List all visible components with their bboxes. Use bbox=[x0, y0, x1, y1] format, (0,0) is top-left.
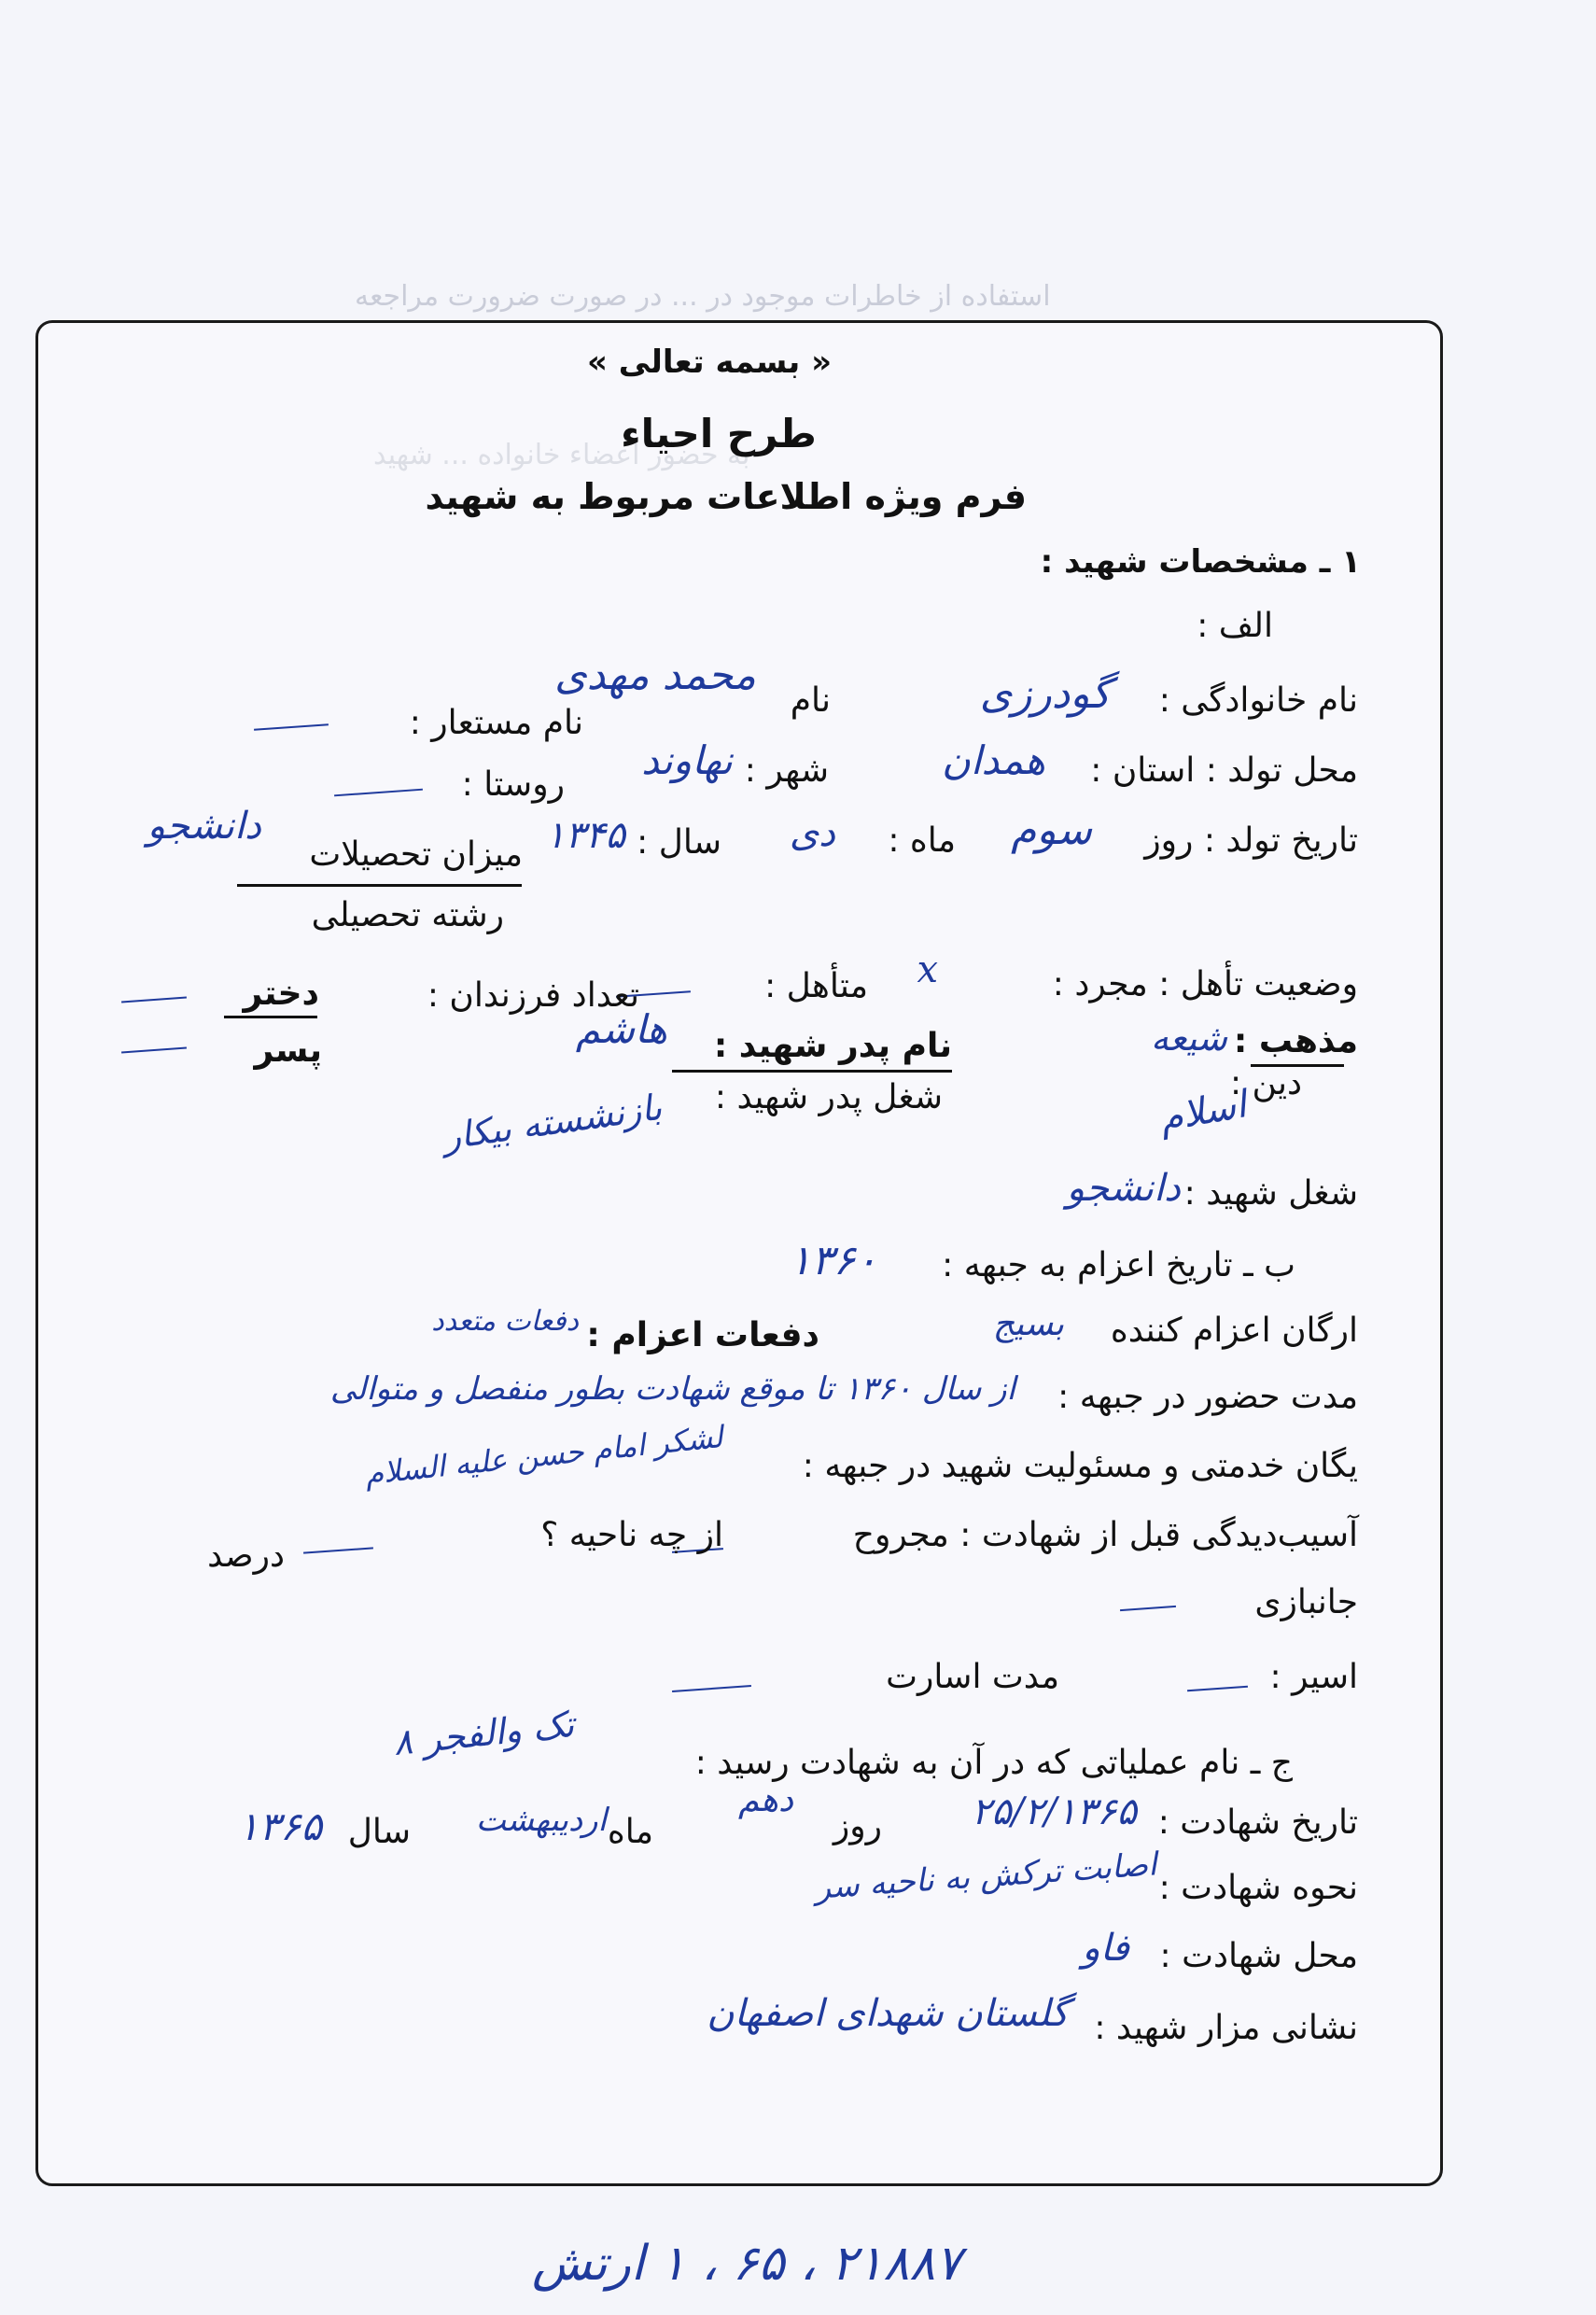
city-value: نهاوند bbox=[641, 737, 733, 783]
education-label: میزان تحصیلات bbox=[309, 835, 523, 874]
birth-day-value: سوم bbox=[1011, 807, 1092, 854]
martyrdom-manner-value: اصابت ترکش به ناحیه سر bbox=[814, 1845, 1158, 1907]
front-duration-label: مدت حضور در جبهه : bbox=[1057, 1378, 1358, 1416]
martyrdom-place-value: فاو bbox=[1082, 1927, 1129, 1970]
front-duration-value: از سال ۱۳۶۰ تا موقع شهادت بطور منفصل و متوالی bbox=[329, 1370, 1015, 1408]
unit-responsibility-value: لشکر امام حسن علیه السلام bbox=[362, 1418, 724, 1493]
education-underline bbox=[237, 884, 522, 887]
archive-code: ۲۱۸۸۷ ، ۶۵ ، ۱ ارتش bbox=[532, 2236, 961, 2292]
married-label: متأهل : bbox=[764, 967, 868, 1005]
birth-year-label: سال : bbox=[637, 823, 721, 862]
captivity-label: مدت اسارت bbox=[886, 1658, 1059, 1696]
children-count-label: تعداد فرزندان : bbox=[427, 976, 639, 1015]
martyrdom-day-value: دهم bbox=[738, 1781, 793, 1819]
birthdate-label: تاریخ تولد : روز bbox=[1144, 821, 1358, 860]
religion-value: اسلام bbox=[1155, 1083, 1250, 1141]
martyr-job-label: شغل شهید : bbox=[1183, 1174, 1358, 1213]
project-title: طرح احیاء bbox=[621, 411, 817, 456]
birthplace-label: محل تولد : استان : bbox=[1090, 751, 1358, 790]
martyr-job-value: دانشجو bbox=[1066, 1167, 1181, 1210]
martyrdom-date-label: تاریخ شهادت : bbox=[1157, 1803, 1358, 1842]
son-label: پسر bbox=[254, 1031, 322, 1070]
martyrdom-day-label: روز bbox=[833, 1807, 882, 1845]
alias-label: نام مستعار : bbox=[409, 704, 583, 742]
marital-status-label: وضعیت تأهل : مجرد : bbox=[1052, 965, 1358, 1003]
grave-address-value: گلستان شهدای اصفهان bbox=[707, 1992, 1069, 2035]
percent-label: درصد bbox=[207, 1536, 285, 1575]
form-title: فرم ویژه اطلاعات مربوط به شهید bbox=[425, 476, 1027, 517]
father-name-underline bbox=[672, 1070, 952, 1073]
martyrdom-month-value: اردیبهشت bbox=[475, 1802, 607, 1839]
first-name-value: محمد مهدی bbox=[554, 652, 756, 699]
operation-value: تک والفجر ۸ bbox=[390, 1703, 576, 1764]
father-job-label: شغل پدر شهید : bbox=[714, 1078, 943, 1116]
martyrdom-place-label: محل شهادت : bbox=[1159, 1937, 1358, 1975]
dispatching-org-value: بسیج bbox=[992, 1305, 1064, 1343]
captive-label: اسیر : bbox=[1269, 1658, 1358, 1696]
dispatch-times-value: دفعات متعدد bbox=[431, 1305, 579, 1338]
section-1-title: ۱ ـ مشخصات شهید : bbox=[1040, 543, 1361, 581]
martyrdom-date-value: ۲۵/۲/۱۳۶۵ bbox=[971, 1790, 1137, 1833]
grave-address-label: نشانی مزار شهید : bbox=[1094, 2009, 1358, 2047]
unit-responsibility-label: یگان خدمتی و مسئولیت شهید در جبهه : bbox=[802, 1447, 1358, 1485]
daughter-label: دختر bbox=[243, 975, 319, 1013]
field-of-study-label: رشته تحصیلی bbox=[311, 896, 504, 934]
operation-label: ج ـ نام عملیاتی که در آن به شهادت رسید : bbox=[694, 1744, 1293, 1782]
city-label: شهر : bbox=[744, 751, 829, 790]
father-job-value: بازنشسته بیکار bbox=[441, 1086, 665, 1158]
birth-year-value: ۱۳۴۵ bbox=[545, 814, 625, 857]
martyrdom-year-label: سال bbox=[347, 1813, 411, 1851]
birth-month-label: ماه : bbox=[888, 821, 956, 860]
first-name-label: نام bbox=[790, 681, 831, 720]
religion-label: دین : bbox=[1229, 1064, 1302, 1102]
family-name-value: گودرزی bbox=[979, 670, 1111, 718]
martyrdom-month-label: ماه bbox=[607, 1813, 653, 1851]
injury-area-label: از چه ناحیه ؟ bbox=[540, 1516, 723, 1554]
alef-label: الف : bbox=[1197, 607, 1273, 645]
martyrdom-manner-label: نحوه شهادت : bbox=[1158, 1869, 1358, 1907]
bleed-through-text: به حضور اعضاء خانواده ... شهید bbox=[373, 439, 750, 471]
province-value: همدان bbox=[942, 737, 1045, 783]
single-mark: x bbox=[917, 948, 938, 991]
sect-value: شیعه bbox=[1150, 1017, 1227, 1059]
education-value: دانشجو bbox=[147, 805, 261, 848]
sect-label: مذهب : bbox=[1233, 1022, 1358, 1060]
dispatch-date-label: ب ـ تاریخ اعزام به جبهه : bbox=[942, 1246, 1295, 1284]
father-name-label: نام پدر شهید : bbox=[713, 1027, 952, 1065]
dispatching-org-label: ارگان اعزام کننده bbox=[1110, 1312, 1358, 1350]
village-label: روستا : bbox=[461, 765, 565, 804]
bleed-through-text: استفاده از خاطرات موجود در ... در صورت ضرورت مراجعه bbox=[355, 280, 1051, 313]
dispatch-date-value: ۱۳۶۰ bbox=[789, 1237, 877, 1284]
daughter-underline bbox=[224, 1016, 317, 1018]
birth-month-value: دی bbox=[789, 812, 835, 855]
dispatch-times-label: دفعات اعزام : bbox=[586, 1316, 819, 1354]
veteran-label: جانبازی bbox=[1254, 1583, 1358, 1621]
bismillah: « بسمه تعالی » bbox=[586, 344, 833, 381]
martyrdom-year-value: ۱۳۶۵ bbox=[237, 1803, 322, 1849]
family-name-label: نام خانوادگی : bbox=[1158, 681, 1358, 720]
injury-label: آسیب‌دیدگی قبل از شهادت : مجروح bbox=[852, 1516, 1358, 1554]
father-name-value: هاشم bbox=[575, 1006, 667, 1052]
